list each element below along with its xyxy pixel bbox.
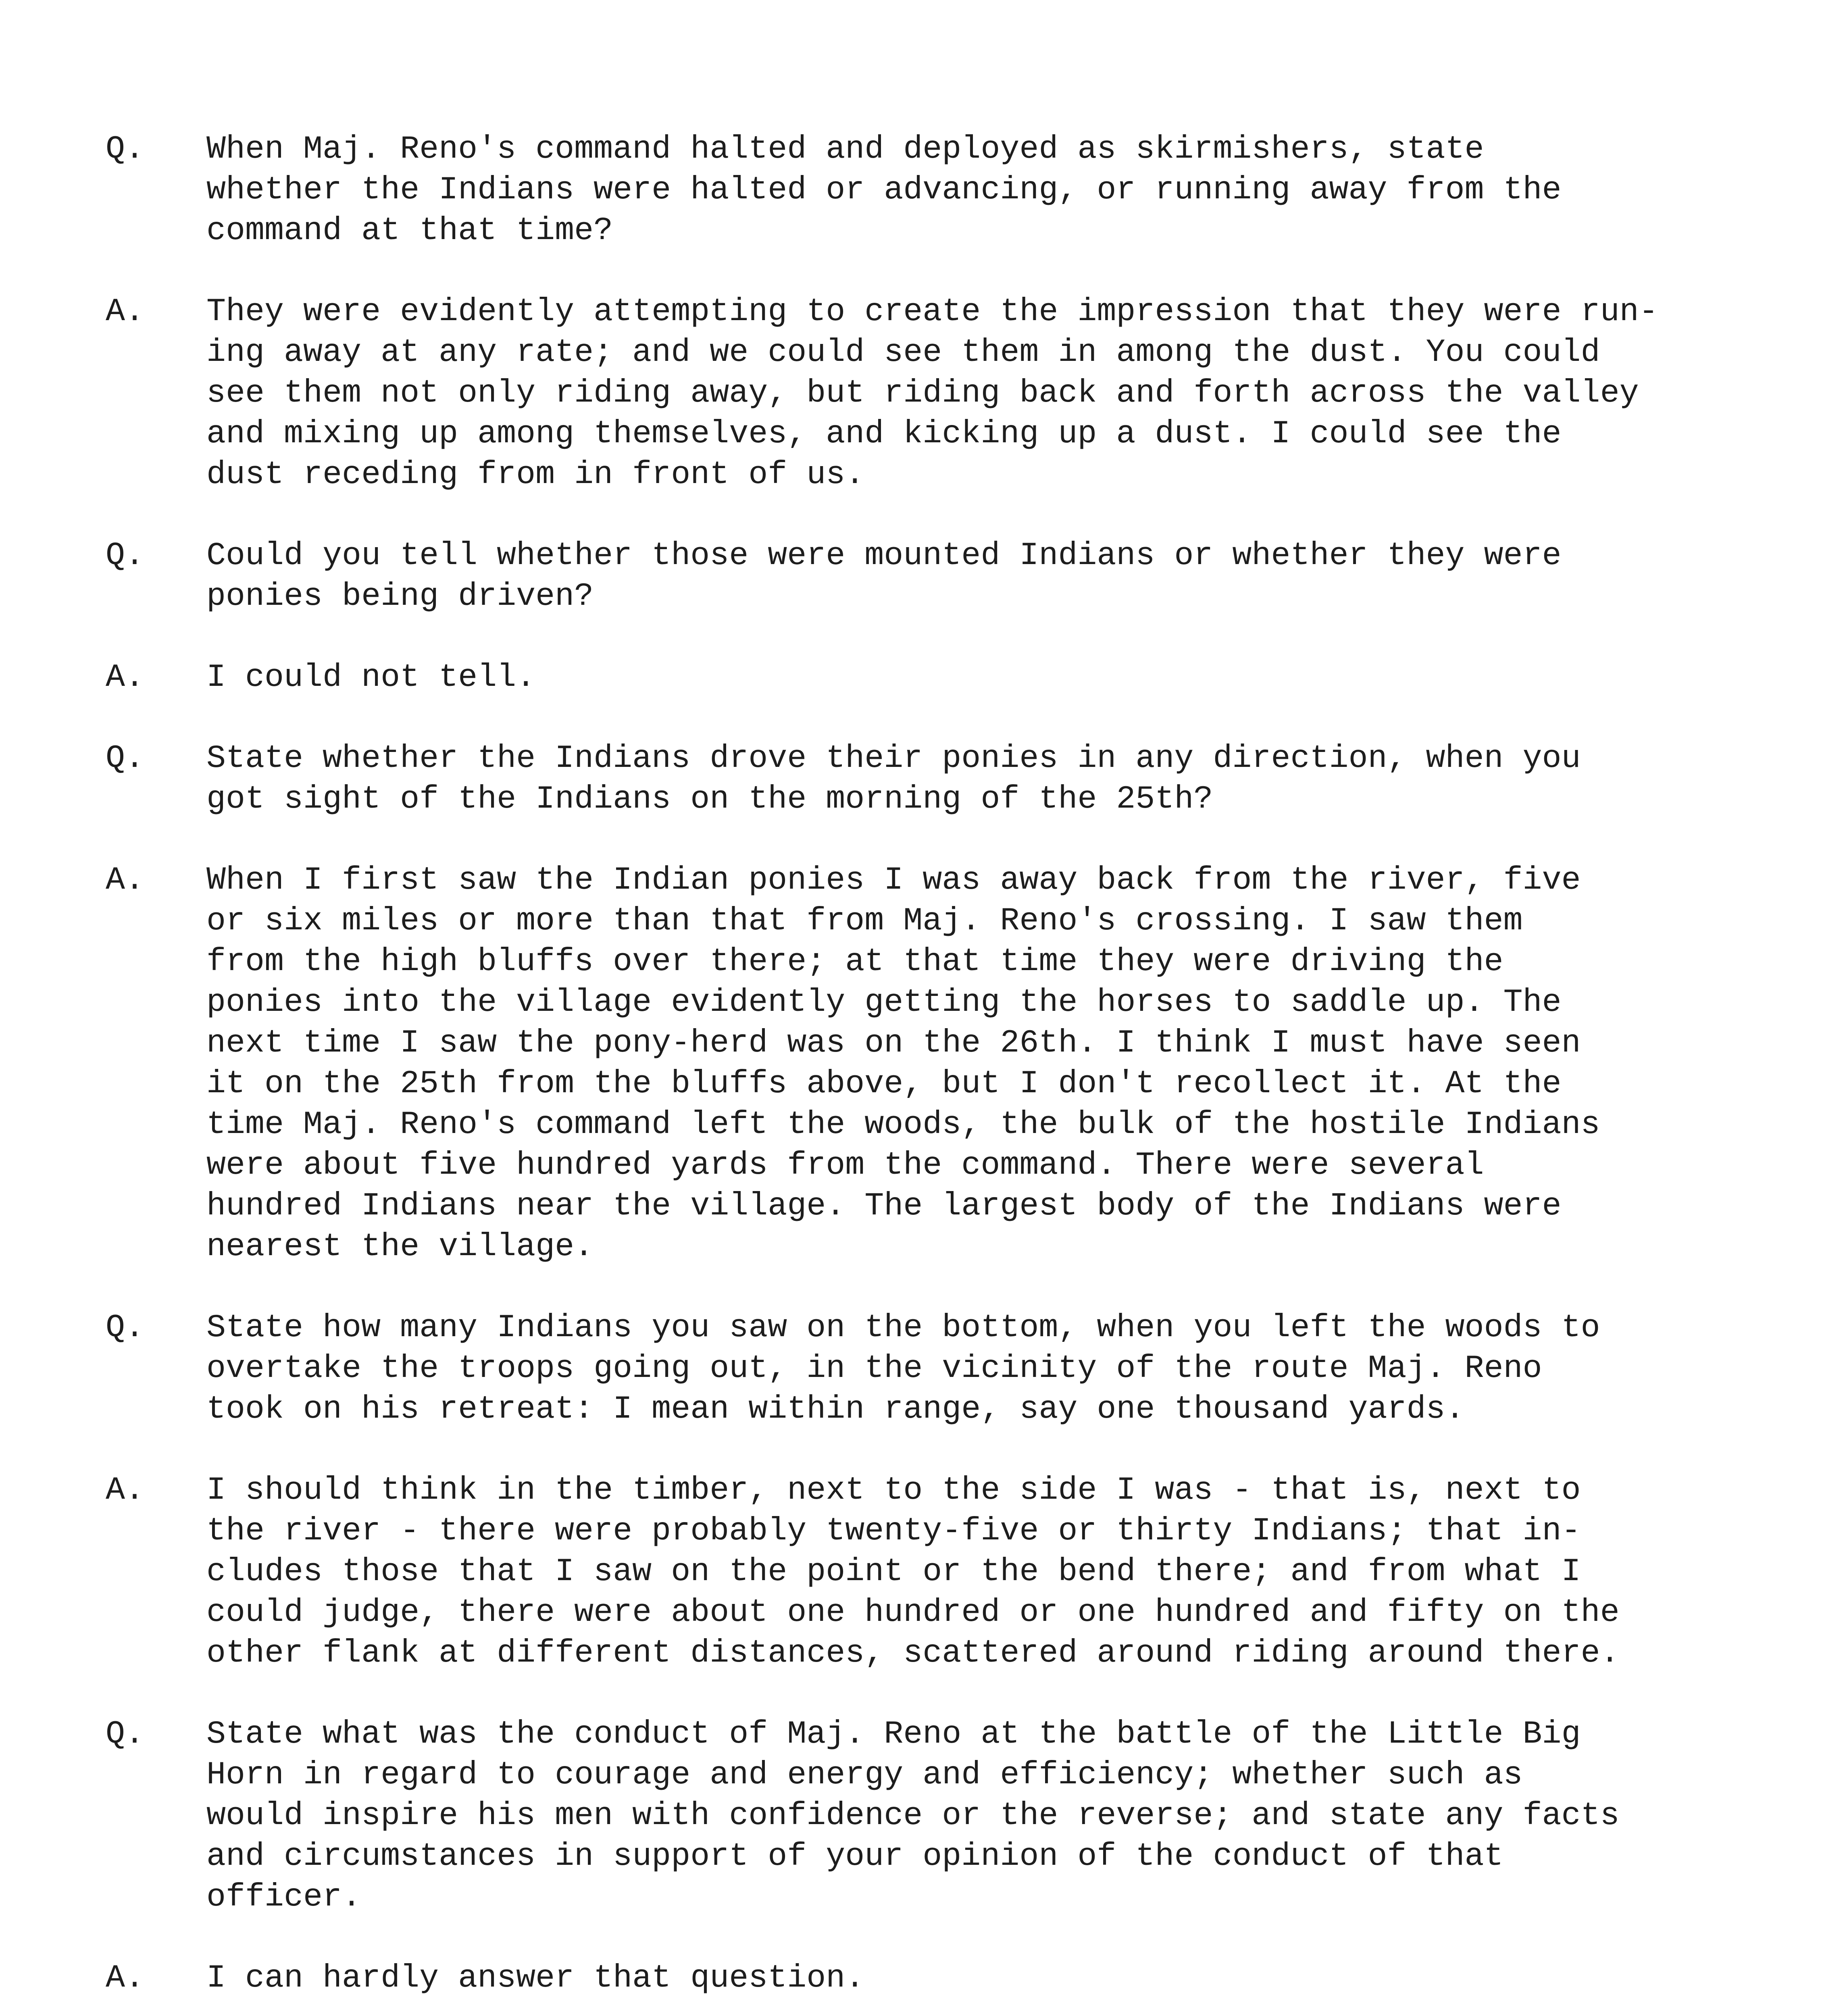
answer-entry — [106, 860, 1702, 1267]
answer-text: When I first saw the Indian ponies I was away back from the river, five or six miles or more than that from Maj. Reno's crossing. I saw them from the high bluffs over there; at that time they were driving the ponies into the village evidently getting the horses to saddle up. The next time I saw the pony-herd was on the 26th. I think I must have seen it on the 25th from the bluffs above, but I don't recollect it. At the time Maj. Reno's command left the woods, the bulk of the hostile Indians were about five hundred yards from the command. There were several hundred Indians near the village. The largest body of the Indians were nearest the village. — [206, 862, 1600, 1265]
answer-text: I could not tell. — [206, 659, 536, 696]
question-text: State how many Indians you saw on the bottom, when you left the woods to overtake the troops going out, in the vicinity of the route Maj. Reno took on his retreat: I mean within range, say one thousand yards. — [206, 1310, 1600, 1428]
answer-entry — [106, 292, 1702, 495]
question-text: When Maj. Reno's command halted and deployed as skirmishers, state whether the Indians were halted or advancing, or running away from the command at that time? — [206, 131, 1562, 249]
question-label: Q. — [106, 131, 145, 168]
answer-label: A. — [106, 294, 145, 330]
question-label: Q. — [106, 740, 145, 777]
question-text: Could you tell whether those were mounted Indians or whether they were ponies being driven? — [206, 537, 1562, 615]
question-label: Q. — [106, 537, 145, 574]
question-entry — [106, 535, 1702, 617]
answer-text: I should think in the timber, next to the side I was - that is, next to the river - there were probably twenty-five or thirty Indians; that in- cludes those that I saw on the point or the bend there; and from what I could judge, there were about one hundred or one hundred and fifty on the other flank at different distances, scattered around riding around there. — [206, 1472, 1620, 1672]
question-text: State whether the Indians drove their ponies in any direction, when you got sight of the Indians on the morning of the 25th? — [206, 740, 1581, 818]
answer-entry — [106, 1470, 1702, 1674]
question-entry — [106, 129, 1702, 251]
question-label: Q. — [106, 1716, 145, 1753]
question-text: State what was the conduct of Maj. Reno at the battle of the Little Big Horn in regard to courage and energy and efficiency; whether such as would inspire his men with confidence or the reverse; and state any facts and circumstances in support of your opinion of the conduct of that officer. — [206, 1716, 1620, 1916]
answer-entry — [106, 1958, 1702, 1999]
answer-text: They were evidently attempting to create the impression that they were run- ing away at any rate; and we could see them in among the dust. You could see them not only riding away, but riding back and forth across the valley and mixing up among themselves, and kicking up a dust. I could see the dust receding from in front of us. — [206, 294, 1658, 493]
answer-label: A. — [106, 1960, 145, 1997]
question-entry — [106, 1308, 1702, 1430]
testimony-list — [106, 129, 1702, 2016]
question-label: Q. — [106, 1310, 145, 1346]
answer-entry — [106, 657, 1702, 698]
answer-label: A. — [106, 659, 145, 696]
question-entry — [106, 1714, 1702, 1918]
answer-label: A. — [106, 1472, 145, 1509]
answer-text: I can hardly answer that question. — [206, 1960, 865, 1997]
answer-label: A. — [106, 862, 145, 899]
question-entry — [106, 738, 1702, 820]
